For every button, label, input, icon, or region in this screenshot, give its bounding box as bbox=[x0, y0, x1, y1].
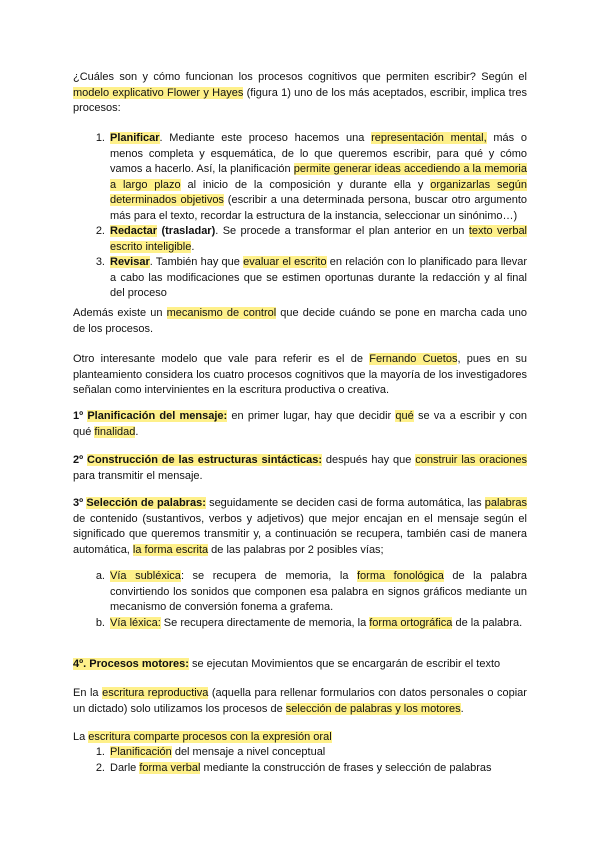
vias-list bbox=[73, 569, 527, 631]
list-letter: a. bbox=[95, 570, 105, 582]
step-title: Revisar bbox=[110, 256, 150, 268]
list-letter: b. bbox=[95, 616, 105, 629]
reproductiva-paragraph: En la escritura reproductiva (aquella para rellenar formularios con datos personales o copiar un dictado) solo utilizamos los procesos de selección de palabras y los motores. bbox=[73, 687, 527, 715]
highlight: organizarlas según determinados objetivos bbox=[110, 178, 527, 206]
step-title: Redactar bbox=[110, 225, 158, 237]
list-number: 3. bbox=[95, 256, 105, 268]
highlight-flower-hayes: modelo explicativo Flower y Hayes bbox=[73, 86, 244, 99]
phase-4-paragraph: 4º. Procesos motores: se ejecutan Movimientos que se encargarán de escribir el texto bbox=[73, 658, 501, 670]
intro-text: ¿Cuáles son y cómo funcionan los procesos cognitivos que permiten escribir? Según el bbox=[73, 71, 527, 83]
step-revisar: 3. Revisar. También hay que evaluar el escrito en relación con lo planificado para llevar a cabo las modificaciones que se estimen oportunas durante la redacción y al final del proceso bbox=[73, 255, 527, 302]
highlight-cuetos: Fernando Cuetos bbox=[369, 353, 458, 365]
phase-3-paragraph: 3º Selección de palabras: seguidamente se deciden casi de forma automática, las palabras de contenido (sustantivos, verbos y adjetivos) que mejor encajan en el mensaje según el significado que queremos transmitir y, a continuación se recupera, también casi de manera automática, la forma escrita de las palabras por 2 posibles vías; bbox=[73, 497, 527, 556]
phase-title: Selección de palabras: bbox=[86, 497, 206, 509]
intro-text-end: (figura 1) uno de los más aceptados, escribir, implica tres procesos: bbox=[73, 86, 527, 114]
step-title: Planificar bbox=[110, 132, 160, 144]
list-number: 2. bbox=[95, 225, 105, 237]
via-sublexica: a. Vía subléxica: se recupera de memoria, la forma fonológica de la palabra convirtiendo los sonidos que componen esa palabra en signos gráficos mediante un mecanismo de conversión fonema a grafema. bbox=[73, 569, 527, 616]
via-lexica: b. Vía léxica: Se recupera directamente de memoria, la forma ortográfica de la palabra. bbox=[73, 616, 527, 632]
highlight: texto verbal escrito inteligible bbox=[110, 225, 527, 253]
list-number: 1. bbox=[95, 132, 105, 144]
oral-paragraph: La escritura comparte procesos con la expresión oral bbox=[73, 731, 332, 743]
mechanism-paragraph: Además existe un mecanismo de control que decide cuándo se pone en marcha cada uno de los procesos. bbox=[73, 307, 527, 335]
list-number: 2. bbox=[95, 761, 105, 774]
phase-title: Construcción de las estructuras sintácticas: bbox=[87, 454, 323, 466]
phase-title: Planificación del mensaje: bbox=[87, 410, 228, 422]
oral-list bbox=[73, 745, 527, 776]
step-planificar: 1. Planificar. Mediante este proceso hacemos una representación mental, más o menos completa y esquemática, de lo que queremos escribir, para qué y cómo vamos a hacerlo. Así, la planificación permite generar ideas accediendo a la memoria a largo plazo al inicio de la composición y durante ella y organizarlas según determinados objetivos (escribir a una determinada persona, buscar otro argumento más para el texto, recordar la estructura de la instancia, seleccionar un sinónimo…) bbox=[73, 131, 527, 224]
phase-title: Procesos motores: bbox=[89, 658, 189, 670]
oral-item-1: 1. Planificación del mensaje a nivel conceptual bbox=[73, 745, 527, 761]
phase-2-paragraph: 2º Construcción de las estructuras sintácticas: después hay que construir las oraciones para transmitir el mensaje. bbox=[73, 454, 527, 482]
process-steps-list bbox=[73, 131, 527, 302]
highlight: representación mental, bbox=[371, 132, 487, 144]
highlight-mechanism: mecanismo de control bbox=[166, 307, 277, 319]
cuetos-paragraph: Otro interesante modelo que vale para referir es el de Fernando Cuetos, pues en su planteamiento considera los cuatro procesos cognitivos que la mayoría de los investigadores señalan como intervinientes en la escritura productiva o creativa. bbox=[73, 353, 528, 396]
oral-item-2: 2. Darle forma verbal mediante la construcción de frases y selección de palabras bbox=[73, 761, 527, 777]
phase-1-paragraph: 1º Planificación del mensaje: en primer lugar, hay que decidir qué se va a escribir y con qué finalidad. bbox=[73, 410, 527, 438]
highlight: evaluar el escrito bbox=[243, 256, 327, 268]
step-redactar: 2. Redactar (trasladar). Se procede a transformar el plan anterior en un texto verbal escrito inteligible. bbox=[73, 224, 527, 255]
intro-paragraph bbox=[73, 70, 527, 117]
highlight: permite generar ideas accediendo a la memoria a largo plazo bbox=[110, 163, 527, 191]
list-number: 1. bbox=[95, 746, 105, 758]
